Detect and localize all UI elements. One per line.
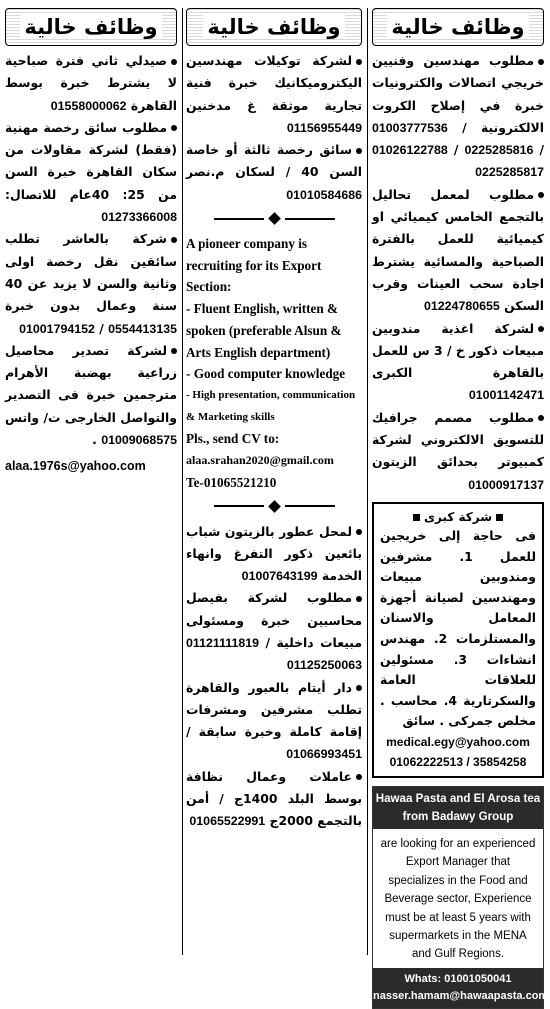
- ad-item: مطلوب لمعمل تحاليل بالتجمع الخامس كيميائي او كيميائية للعمل بالفترة الصباحية والمسائية يشترط اجادة سحب العينات وقرب السكن 01224780655: [372, 186, 544, 314]
- boxed-ad-title: شركة كبرى: [380, 508, 536, 526]
- bullet-icon: [356, 529, 362, 535]
- pasta-ad-body: are looking for an experienced Export Manager that specializes in the Food and Beverage sector, Experience must be at least 5 years with supermarkets in the MENA and Gulf Regions.: [380, 837, 536, 961]
- ad-item: مطلوب لشركة بفيصل محاسبين خبرة ومسئولى مبيعات داخلية 01121111819 / 01125250063: [186, 590, 362, 673]
- bullet-icon: [538, 59, 544, 65]
- contact-email: alaa.1976s@yahoo.com: [5, 459, 146, 474]
- pasta-ad-email: nasser.hamam@hawaapasta.com: [373, 989, 549, 1002]
- column-left: [5, 8, 177, 957]
- english-ad: A pioneer company is recruiting for its Export Section: - Fluent English, written & spoken (preferable Alsun & Arts English department) - Good computer knowledge - High presentation, communication & Marketing skills Pls., send CV to: alaa.srahan2020@gmail.com Te-01065521210: [186, 233, 362, 493]
- square-icon: [496, 514, 503, 521]
- ad-item: مطلوب مصمم جرافيك للتسويق الالكتروني لشركة كمبيوتر بحدائق الزيتون 01000917137: [372, 409, 544, 492]
- english-ad-tel: Te-01065521210: [186, 474, 277, 490]
- bullet-icon: [356, 148, 362, 154]
- ad-item: سائق رخصة ثالثة أو خاصة السن 40 / لسكان م.نصر 01010584686: [186, 142, 362, 202]
- column-rule-left: [182, 8, 183, 955]
- ad-item: مطلوب سائق رخصة مهنية (فقط) لشركة مقاولات من سكان القاهرة خبرة السن من 25: 40عام للاتصال: 01273366008: [5, 119, 177, 225]
- bullet-icon: [356, 685, 362, 691]
- ad-item: دار أيتام بالعبور والقاهرة تطلب مشرفين ومشرفات إقامة كاملة وخبرة سابقة / 01066993451: [186, 679, 362, 762]
- ad-item: عاملات وعمال نظافة بوسط البلد 1400ج / أمن بالتجمع 2000ج 01065522991: [186, 768, 362, 829]
- square-icon: [413, 514, 420, 521]
- boxed-ad-body: فى حاجة إلى خريجين للعمل 1. مشرفين ومندوبين مبيعات ومهندسين لصيانة أجهزة المعامل والاسنان والمستلزمات 2. مهندس انشاءات 3. مسئولين للعلاقات العامة والسكرتارية 4. محاسب . مخلص جمركى . سائق: [380, 527, 536, 729]
- bullet-icon: [538, 415, 544, 421]
- column-right: [372, 8, 549, 1002]
- column-middle: [186, 8, 362, 957]
- pasta-ad-header: Hawaa Pasta and El Arosa tea from Badawy Group: [373, 787, 543, 829]
- column-rule-right: [367, 8, 368, 955]
- pasta-ad-whatsapp: Whats: 01001050041: [404, 972, 512, 985]
- bullet-icon: [171, 59, 177, 65]
- diamond-icon: [268, 500, 281, 513]
- boxed-ad: [372, 502, 544, 778]
- bullet-icon: [356, 774, 362, 780]
- ad-item: شركة بالعاشر تطلب سائقين نقل رخصة اولى وثانية والسن لا يزيد عن 40 سنة وعمال بدون خبرة 01001794152 / 0554413135: [5, 231, 177, 336]
- section-header: وظائف خالية: [372, 8, 544, 46]
- section-header: وظائف خالية: [186, 8, 362, 46]
- ad-item: لمحل عطور بالزيتون شباب بائعين ذكور التفرغ وانهاء الخدمة 01007643199: [186, 523, 362, 584]
- boxed-ad-phones: 01062222513 / 35854258: [389, 754, 527, 769]
- section-header: وظائف خالية: [5, 8, 177, 46]
- bullet-icon: [171, 125, 177, 131]
- pasta-ad-footer: [373, 968, 549, 1008]
- ad-item: صيدلي ثاني فترة صباحية لا يشترط خبرة بوسط القاهرة 01558000062: [5, 53, 177, 113]
- bullet-icon: [356, 596, 362, 602]
- bullet-icon: [171, 237, 177, 243]
- diamond-icon: [268, 212, 281, 225]
- ad-item: لشركة توكيلات مهندسين اليكتروميكانيك خبرة فنية تجارية موثقة غ مدخنين 01156955449: [186, 53, 362, 135]
- bullet-icon: [171, 348, 177, 354]
- ad-item: مطلوب مهندسين وفنيين خريجي اتصالات والكترونيات خبرة في إصلاح الكروت الالكترونية 01003777536 / 01026122788 / 0225285816 / 0225285817: [372, 53, 545, 180]
- boxed-ad-email: medical.egy@yahoo.com: [386, 734, 530, 749]
- ad-item: لشركة اغذية مندوبين مبيعات ذكور خ / 3 س للعمل بالقاهرة الكبرى 01001142471: [372, 320, 544, 403]
- bullet-icon: [538, 326, 544, 332]
- bullet-icon: [538, 192, 544, 198]
- pasta-ad: [372, 786, 549, 1009]
- divider: [186, 214, 362, 223]
- divider: [186, 502, 362, 511]
- english-ad-email: alaa.srahan2020@gmail.com: [186, 453, 334, 468]
- bullet-icon: [356, 59, 362, 65]
- ad-item: لشركة تصدير محاصيل زراعية بهضبة الأهرام مترجمين خبرة فى التصدير والتواصل الخارجى ت/ واتس 01009068575 .: [5, 342, 177, 448]
